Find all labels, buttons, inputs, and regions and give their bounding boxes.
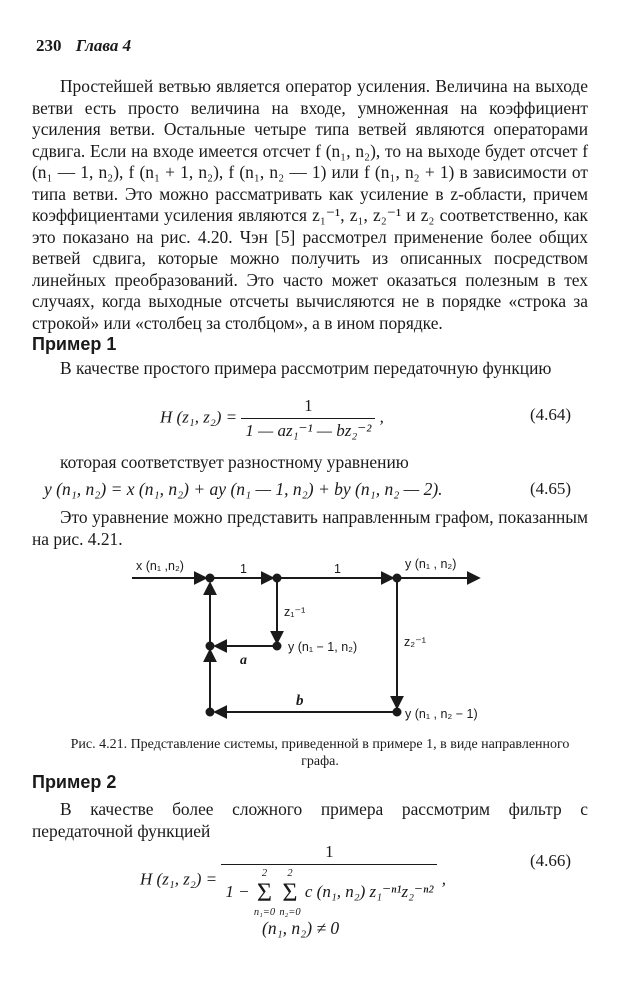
eq66-den-prefix: 1 − — [225, 881, 250, 901]
page-header — [36, 36, 131, 56]
eq66-sum1 — [254, 867, 275, 919]
node-mid — [273, 574, 282, 583]
intro-paragraph: Простейшей ветвью является оператор усиления. Величина на выходе ветви есть просто величина на входе, умноженная на коэффициент усиления ветви. Остальные четыре типа ветвей являются операторами сдвига. Если на входе имеется отсчет f (n₁, n₂), то на выходе будет отсчет f (n₁ — 1, n₂), f (n₁ + 1, n₂), f (n₁, n₂ — 1) или f (n₁, n₂ + 1) в зависимости от типа ветви. Это можно рассматривать как усиление в z-области, причем коэффициентами усиления являются z₁⁻¹, z₁, z₂⁻¹ и z₂ соответственно, как это показано на рис. 4.20. Чэн [5] рассмотрел применение более общих ветвей сдвига, которые можно получить из описанных посредством линейных преобразований. Это часто может оказаться полезным в тех случаях, когда выходные отсчеты вычисляются не в порядке «строка за строкой» или «столбец за столбцом», а в ином порядке. — [32, 76, 588, 333]
eq64-denominator: 1 — az₁⁻¹ — bz₂⁻² — [241, 418, 375, 441]
eq64-number: (4.64) — [530, 405, 572, 424]
example1-heading: Пример 1 — [32, 334, 117, 354]
example1-text2: которая соответствует разностному уравнению — [60, 452, 409, 472]
eq66-number: (4.66) — [530, 851, 572, 870]
node-left-mid — [206, 642, 215, 651]
node-y2 — [393, 708, 402, 717]
example1-text: В качестве простого примера рассмотрим передаточную функцию — [60, 358, 552, 378]
sum1-top: 2 — [261, 868, 268, 879]
label-output: y (n₁ , n₂) — [405, 557, 457, 571]
eq66-summand: c (n₁, n₂) z₁⁻ⁿ¹z₂⁻ⁿ² — [304, 881, 434, 901]
eq66-denominator — [221, 864, 437, 919]
sigma-icon: Σ — [282, 878, 298, 907]
label-gain2: 1 — [334, 562, 341, 576]
sigma-icon: Σ — [256, 878, 273, 907]
chapter-title: Глава 4 — [75, 36, 132, 55]
example1-text3: Это уравнение можно представить направленным графом, показанным на рис. 4.21. — [32, 507, 588, 549]
equation-4-66 — [140, 842, 446, 919]
node-left-bottom — [206, 708, 215, 717]
figure-4-21 — [0, 550, 626, 735]
figure-caption: Рис. 4.21. Представление системы, приведенной в примере 1, в виде направленного графа. — [70, 737, 570, 769]
eq66-condition: (n₁, n₂) ≠ 0 — [262, 918, 340, 938]
label-gain1: 1 — [240, 562, 247, 576]
page-number: 230 — [36, 36, 62, 55]
sum1-bottom: n₁=0 — [253, 907, 276, 918]
label-node-y2: y (n₁ , n₂ − 1) — [405, 707, 478, 721]
eq64-numerator: 1 — [304, 396, 313, 415]
eq65-number: (4.65) — [530, 479, 572, 498]
node-sum — [206, 574, 215, 583]
label-coef-b: b — [296, 693, 304, 709]
label-coef-a: a — [240, 653, 247, 668]
label-node-y1: y (n₁ − 1, n₂) — [288, 640, 358, 654]
example2-text: В качестве более сложного примера рассмотрим фильтр с передаточной функцией — [32, 799, 588, 841]
eq64-fraction — [241, 396, 375, 441]
sum2-top: 2 — [287, 868, 293, 879]
eq66-numerator: 1 — [325, 842, 334, 861]
eq66-sum2 — [279, 867, 300, 919]
eq64-lhs: H (z₁, z₂) = — [160, 407, 238, 427]
eq64-tail: , — [379, 407, 384, 427]
eq66-fraction — [221, 842, 437, 919]
label-delay2: z₂⁻¹ — [404, 635, 426, 649]
equation-4-64 — [160, 396, 384, 441]
node-output — [393, 574, 402, 583]
label-delay1: z₁⁻¹ — [284, 605, 306, 619]
example2-heading: Пример 2 — [32, 772, 117, 792]
eq66-tail: , — [441, 869, 446, 889]
node-y1 — [273, 642, 282, 651]
sum2-bottom: n₂=0 — [279, 907, 301, 918]
equation-4-65: y (n₁, n₂) = x (n₁, n₂) + ay (n₁ — 1, n₂) + by (n₁, n₂ — 2). — [44, 479, 443, 499]
eq66-lhs: H (z₁, z₂) = — [140, 869, 218, 889]
label-input: x (n₁ ,n₂) — [136, 559, 184, 573]
